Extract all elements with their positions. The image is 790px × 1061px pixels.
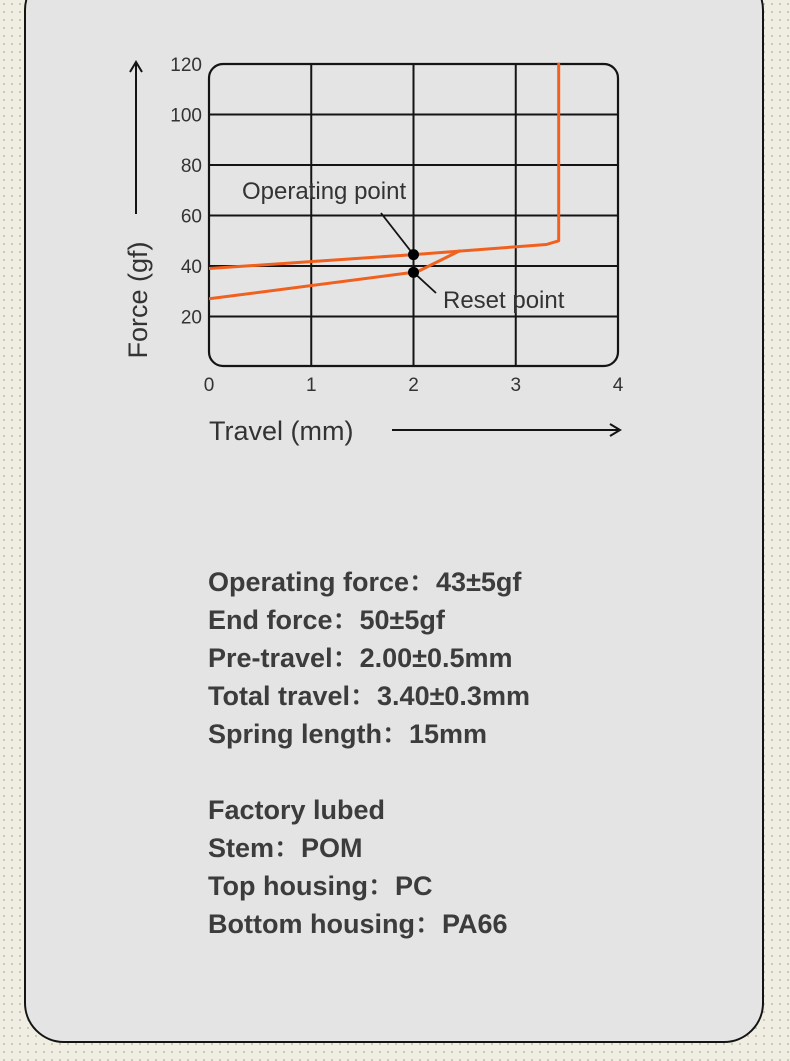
chart-ticks	[170, 55, 623, 396]
spec-bottom-housing: Bottom housing：PA66	[208, 909, 508, 939]
y-tick-label: 20	[180, 307, 202, 329]
spec-pre-travel: Pre-travel：2.00±0.5mm	[208, 643, 513, 673]
y-tick-label: 100	[170, 105, 202, 127]
x-tick-label: 2	[408, 375, 419, 396]
y-axis-title: Force (gf)	[123, 241, 153, 359]
spec-stem: Stem：POM	[208, 833, 363, 863]
spec-top-housing: Top housing：PC	[208, 871, 433, 901]
y-tick-label: 60	[180, 206, 202, 228]
spec-spring-length: Spring length：15mm	[208, 719, 488, 749]
y-axis-title-group	[123, 62, 153, 359]
x-axis-title: Travel (mm)	[209, 416, 354, 446]
x-tick-label: 4	[612, 375, 624, 396]
spec-spacer	[208, 753, 530, 791]
spec-factory-lubed: Factory lubed	[208, 795, 386, 825]
x-tick-label: 1	[305, 375, 317, 396]
force-travel-chart	[0, 0, 790, 470]
operating-point-marker	[408, 249, 419, 260]
reset-point-marker	[408, 267, 419, 278]
series-return-curve	[209, 251, 460, 299]
spec-end-force: End force：50±5gf	[208, 605, 445, 635]
y-tick-label: 40	[180, 257, 202, 278]
x-axis-title-group	[209, 416, 620, 446]
spec-list	[208, 563, 530, 943]
operating-point-leader	[381, 213, 414, 255]
operating-point-label: Operating point	[242, 178, 407, 205]
x-tick-label: 0	[203, 375, 215, 396]
x-tick-label: 3	[510, 375, 522, 396]
reset-point-label: Reset point	[443, 287, 565, 314]
y-tick-label: 80	[180, 156, 202, 177]
spec-operating-force: Operating force：43±5gf	[208, 567, 522, 597]
series-actuation-curve	[209, 64, 559, 269]
spec-total-travel: Total travel：3.40±0.3mm	[208, 681, 530, 711]
chart-grid	[209, 64, 618, 366]
y-tick-label: 120	[170, 55, 202, 76]
